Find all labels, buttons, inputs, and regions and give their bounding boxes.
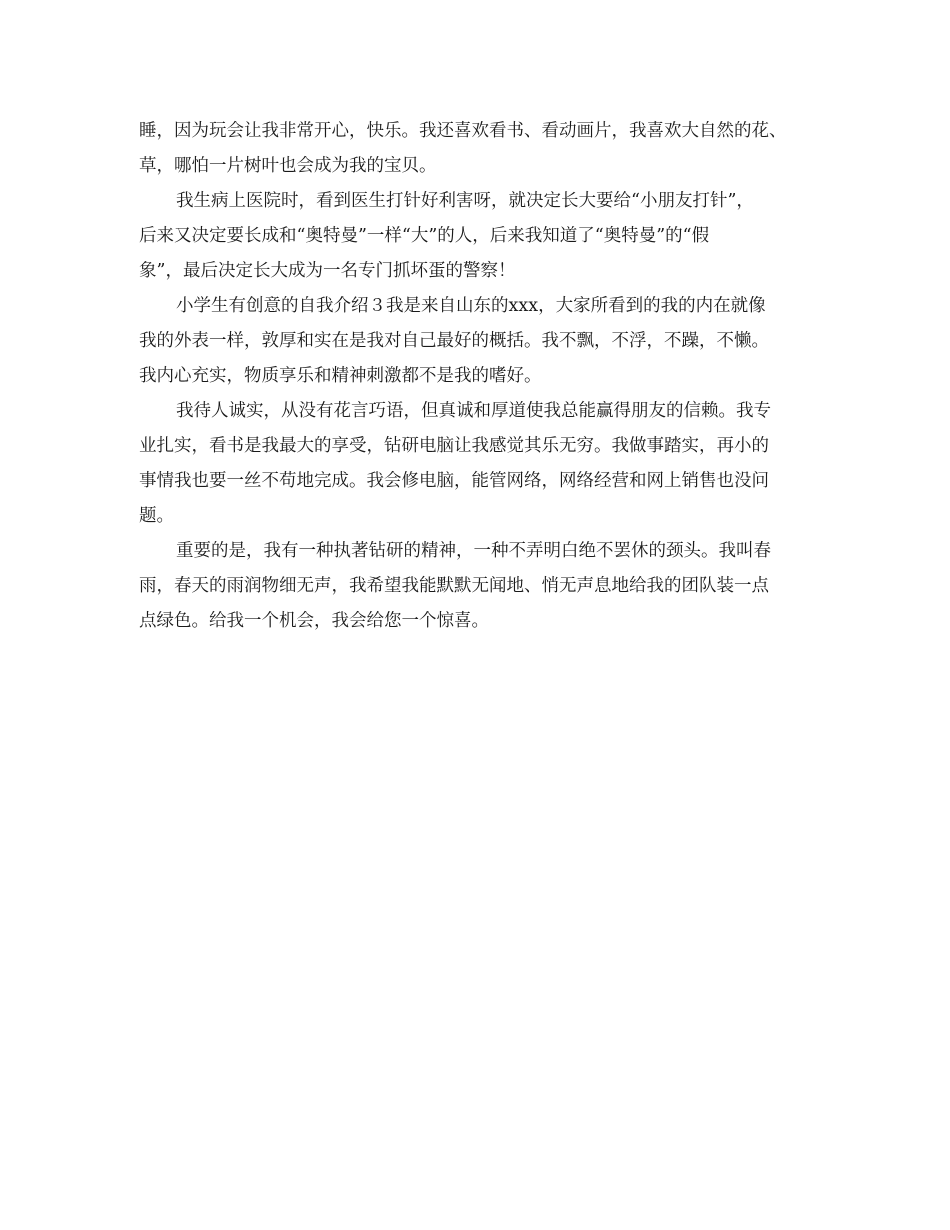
paragraph-5-line-2: 雨，春天的雨润物细无声，我希望我能默默无闻地、悄无声息地给我的团队装一点 bbox=[139, 576, 769, 596]
paragraph-5-line-3: 点绿色。给我一个机会，我会给您一个惊喜。 bbox=[139, 611, 489, 631]
paragraph-2-line-3: 象”，最后决定长大成为一名专门抓坏蛋的警察！ bbox=[139, 261, 516, 281]
paragraph-5-line-1: 重要的是，我有一种执著钻研的精神，一种不弄明白绝不罢休的颈头。我叫春 bbox=[176, 541, 771, 561]
paragraph-1-line-2: 草，哪怕一片树叶也会成为我的宝贝。 bbox=[139, 156, 437, 176]
paragraph-3-line-3: 我内心充实，物质享乐和精神刺激都不是我的嗜好。 bbox=[139, 366, 542, 386]
paragraph-4-line-2: 业扎实，看书是我最大的享受，钻研电脑让我感觉其乐无穷。我做事踏实，再小的 bbox=[139, 436, 769, 456]
paragraph-3-line-2: 我的外表一样，敦厚和实在是我对自己最好的概括。我不飘，不浮，不躁，不懒。 bbox=[139, 331, 769, 351]
paragraph-2-line-1: 我生病上医院时，看到医生打针好利害呀，就决定长大要给“小朋友打针”， bbox=[176, 191, 754, 211]
paragraph-4-line-3: 事情我也要一丝不苟地完成。我会修电脑，能管网络，网络经营和网上销售也没问 bbox=[139, 471, 769, 491]
paragraph-4-line-4: 题。 bbox=[139, 506, 174, 526]
paragraph-1-line-1: 睡，因为玩会让我非常开心，快乐。我还喜欢看书、看动画片，我喜欢大自然的花、 bbox=[139, 121, 787, 141]
paragraph-4-line-1: 我待人诚实，从没有花言巧语，但真诚和厚道使我总能赢得朋友的信赖。我专 bbox=[176, 401, 771, 421]
paragraph-2-line-2: 后来又决定要长成和“奥特曼”一样“大”的人，后来我知道了“奥特曼”的“假 bbox=[139, 226, 710, 246]
paragraph-3-line-1: 小学生有创意的自我介绍３我是来自山东的xxx，大家所看到的我的内在就像 bbox=[176, 296, 766, 316]
